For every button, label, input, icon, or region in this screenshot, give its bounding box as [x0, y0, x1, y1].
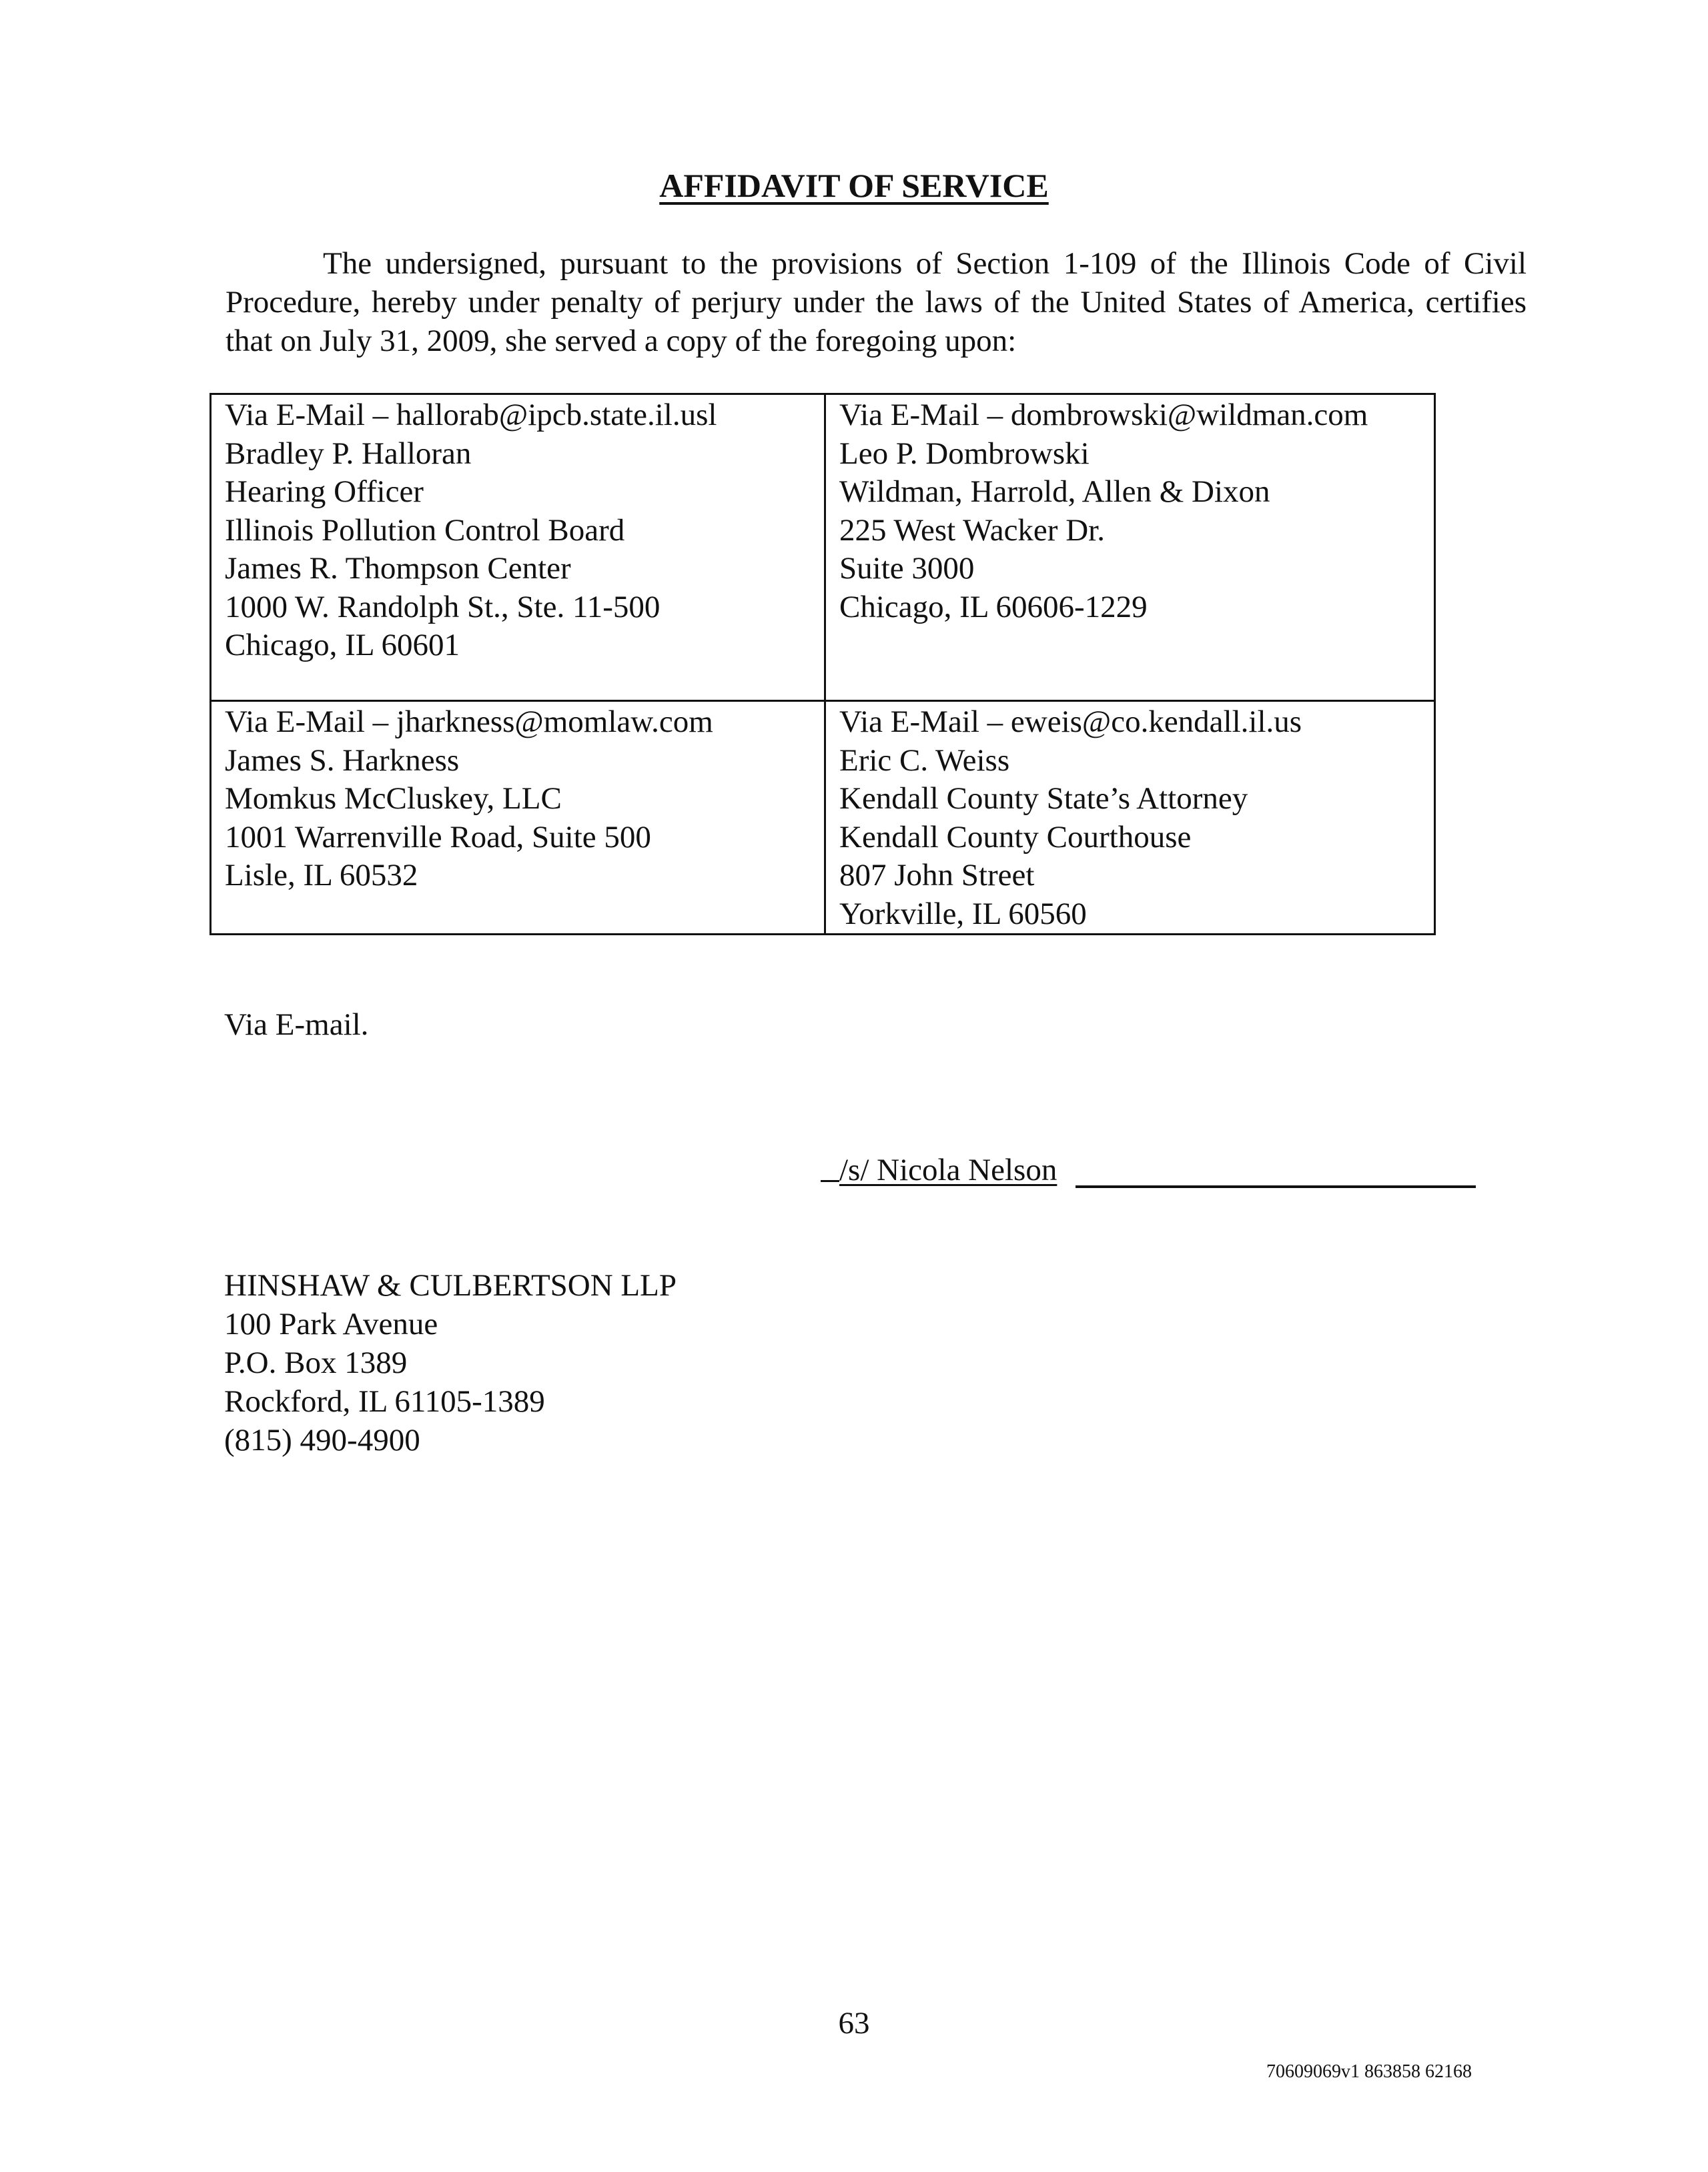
recipient-cell-dombrowski [825, 394, 1435, 701]
table-row [211, 701, 1435, 935]
recipient-cell-weiss [825, 701, 1435, 935]
document-id: 70609069v1 863858 62168 [1266, 2061, 1472, 2082]
recipient-organization: Illinois Pollution Control Board [225, 512, 625, 548]
recipient-title: Hearing Officer [225, 474, 424, 509]
recipient-email-line: Via E-Mail – dombrowski@wildman.com [839, 398, 1368, 432]
affidavit-paragraph: The undersigned, pursuant to the provisions of Section 1-109 of the Illinois Code of Civil Procedure, hereby under penalty of perjury under the laws of the United States of America, certifies that on July 31, 2009, she served a copy of the foregoing upon: [226, 246, 1527, 358]
recipient-email-line: Via E-Mail – jharkness@momlaw.com [225, 704, 713, 739]
recipient-organization: Momkus McCluskey, LLC [225, 781, 562, 816]
recipient-city: Lisle, IL 60532 [225, 858, 418, 893]
recipient-cell-harkness [211, 701, 825, 935]
recipient-street: 807 John Street [839, 858, 1035, 893]
signature-block [821, 1151, 1476, 1189]
firm-address-block [224, 1266, 677, 1460]
firm-city: Rockford, IL 61105-1389 [224, 1384, 545, 1419]
recipient-name: Bradley P. Halloran [225, 436, 472, 471]
recipient-city: Chicago, IL 60606-1229 [839, 589, 1148, 624]
recipient-name: James S. Harkness [225, 742, 460, 778]
recipient-city: Chicago, IL 60601 [225, 628, 460, 662]
recipient-email-line: Via E-Mail – eweis@co.kendall.il.us [839, 704, 1302, 739]
recipient-city: Yorkville, IL 60560 [839, 896, 1087, 931]
firm-po-box: P.O. Box 1389 [224, 1345, 408, 1380]
signature-name: /s/ Nicola Nelson [839, 1153, 1057, 1187]
firm-street: 100 Park Avenue [224, 1307, 438, 1341]
recipient-street: 1001 Warrenville Road, Suite 500 [225, 819, 651, 855]
recipient-building: Kendall County Courthouse [839, 819, 1192, 855]
recipient-street: 225 West Wacker Dr. [839, 512, 1105, 548]
recipient-email-line: Via E-Mail – hallorab@ipcb.state.il.usl [225, 398, 717, 432]
firm-name: HINSHAW & CULBERTSON LLP [224, 1268, 677, 1303]
recipient-title: Kendall County State’s Attorney [839, 781, 1248, 816]
recipient-street: 1000 W. Randolph St., Ste. 11-500 [225, 589, 661, 624]
signature-lead-rule [821, 1151, 839, 1182]
document-title: AFFIDAVIT OF SERVICE [659, 167, 1049, 204]
recipient-name: Eric C. Weiss [839, 742, 1010, 778]
recipient-building: James R. Thompson Center [225, 551, 571, 586]
signature-line [1076, 1185, 1476, 1188]
recipient-cell-halloran [211, 394, 825, 701]
service-method: Via E-mail. [224, 1007, 369, 1042]
service-list-table [209, 393, 1436, 935]
recipient-organization: Wildman, Harrold, Allen & Dixon [839, 474, 1270, 509]
recipient-suite: Suite 3000 [839, 551, 975, 586]
firm-phone: (815) 490-4900 [224, 1423, 420, 1458]
page-number: 63 [838, 2006, 870, 2041]
table-row [211, 394, 1435, 701]
recipient-name: Leo P. Dombrowski [839, 436, 1090, 471]
